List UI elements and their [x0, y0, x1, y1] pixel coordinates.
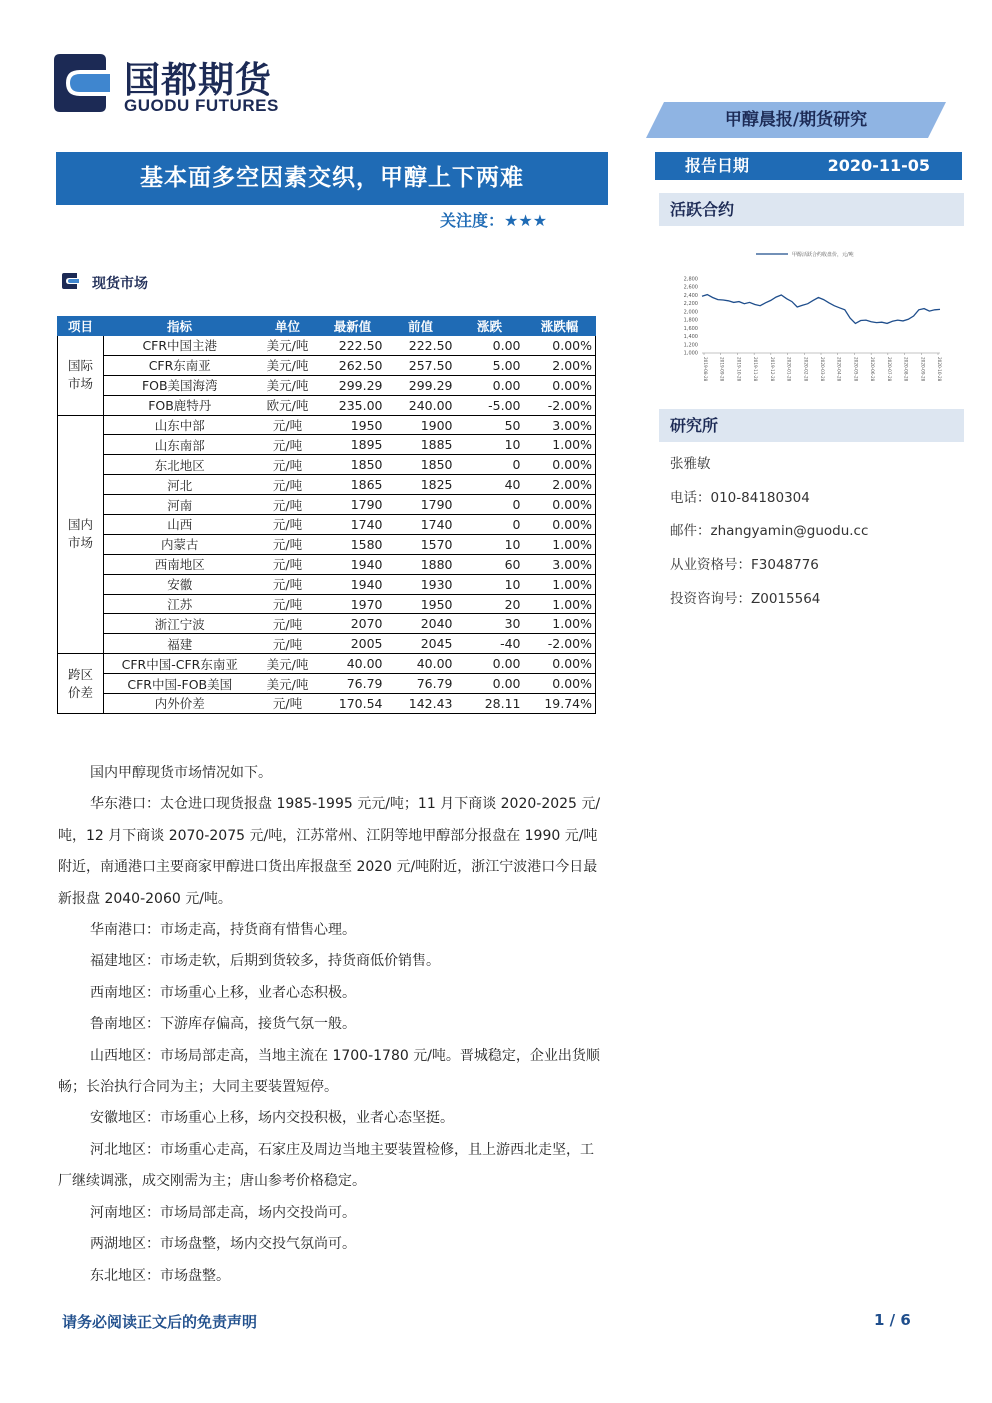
x-tick-label: 2019-12-28 [769, 357, 775, 382]
cell-indicator: 江苏 [104, 594, 256, 614]
cell-previous: 2040 [386, 614, 456, 634]
cell-unit: 元/吨 [256, 574, 320, 594]
cell-latest: 2005 [320, 634, 386, 654]
cell-unit: 元/吨 [256, 594, 320, 614]
table-row [58, 614, 596, 634]
cell-latest: 299.29 [320, 375, 386, 395]
cell-indicator: 河北 [104, 475, 256, 495]
cell-indicator: 河南 [104, 495, 256, 515]
cell-latest: 1740 [320, 515, 386, 535]
cell-unit: 欧元/吨 [256, 395, 320, 415]
commentary-paragraph: 东北地区：市场盘整。 [90, 1267, 230, 1284]
table-row [58, 574, 596, 594]
cell-unit: 美元/吨 [256, 375, 320, 395]
cell-previous: 1570 [386, 534, 456, 554]
cell-change: 20 [456, 594, 524, 614]
cell-previous: 1900 [386, 415, 456, 435]
cell-unit: 元/吨 [256, 614, 320, 634]
x-tick-label: 2020-08-28 [903, 357, 909, 382]
cell-unit: 元/吨 [256, 475, 320, 495]
cell-change-pct: 1.00% [524, 614, 596, 634]
x-tick-label: 2020-01-28 [786, 357, 792, 382]
x-tick-label: 2020-10-28 [937, 357, 942, 382]
cell-change: 0.00 [456, 674, 524, 694]
table-row [58, 694, 596, 714]
commentary-paragraph: 安徽地区：市场重心上移，场内交投积极，业者心态坚挺。 [90, 1110, 454, 1127]
y-tick-label: 2,200 [683, 301, 698, 308]
cell-change-pct: 3.00% [524, 415, 596, 435]
guodu-logo-icon [48, 52, 112, 114]
active-contract-chart [674, 243, 950, 398]
cell-change-pct: 0.00% [524, 495, 596, 515]
commentary-paragraph: 福建地区：市场走软，后期到货较多，持货商低价销售。 [90, 953, 440, 970]
company-logo [48, 48, 298, 118]
cell-change: 0 [456, 455, 524, 475]
cell-previous: 142.43 [386, 694, 456, 714]
table-row [58, 674, 596, 694]
table-row [58, 634, 596, 654]
cell-change-pct: 0.00% [524, 674, 596, 694]
cell-change: 0 [456, 495, 524, 515]
table-row [58, 594, 596, 614]
cell-indicator: FOB鹿特丹 [104, 395, 256, 415]
cell-previous: 1740 [386, 515, 456, 535]
cell-unit: 美元/吨 [256, 674, 320, 694]
cell-change: 28.11 [456, 694, 524, 714]
table-row [58, 375, 596, 395]
y-tick-label: 2,600 [683, 284, 698, 291]
cell-latest: 262.50 [320, 355, 386, 375]
cell-change: 10 [456, 574, 524, 594]
cell-latest: 222.50 [320, 336, 386, 356]
cell-change: 50 [456, 415, 524, 435]
footer-disclaimer[interactable]: 请务必阅读正文后的免责声明 [62, 1313, 258, 1331]
cell-change-pct: -2.00% [524, 634, 596, 654]
y-tick-label: 2,400 [683, 292, 698, 299]
cell-change: 5.00 [456, 355, 524, 375]
table-row [58, 534, 596, 554]
y-tick-label: 1,600 [683, 325, 698, 332]
commentary-paragraph: 鲁南地区：下游库存偏高，接货气氛一般。 [90, 1016, 356, 1033]
group-label: 国际市场 [58, 336, 104, 416]
report-date-value: 2020-11-05 [827, 156, 930, 175]
cell-previous: 1790 [386, 495, 456, 515]
col-header-change-pct: 涨跌幅 [524, 317, 596, 336]
cell-latest: 76.79 [320, 674, 386, 694]
cell-change: 0.00 [456, 654, 524, 674]
col-header-change: 涨跌 [456, 317, 524, 336]
active-contract-heading: 活跃合约 [659, 193, 964, 226]
cell-change: 0 [456, 515, 524, 535]
x-tick-label: 2020-04-28 [836, 357, 842, 382]
series-line [702, 295, 940, 324]
cell-change-pct: 1.00% [524, 574, 596, 594]
cell-indicator: CFR中国主港 [104, 336, 256, 356]
report-date-label: 报告日期 [685, 156, 750, 175]
y-tick-label: 1,200 [683, 342, 698, 349]
y-tick-label: 1,800 [683, 317, 698, 324]
cell-previous: 1930 [386, 574, 456, 594]
x-tick-label: 2020-02-28 [803, 357, 809, 382]
table-row [58, 455, 596, 475]
table-row [58, 395, 596, 415]
cell-indicator: 山西 [104, 515, 256, 535]
x-tick-label: 2020-07-28 [886, 357, 892, 382]
report-type-label: 甲醇晨报/期货研究 [724, 110, 868, 130]
x-tick-label: 2020-09-28 [920, 357, 926, 382]
cell-previous: 76.79 [386, 674, 456, 694]
cell-change-pct: 0.00% [524, 375, 596, 395]
cell-change-pct: 19.74% [524, 694, 596, 714]
cell-change: -5.00 [456, 395, 524, 415]
col-header-item: 项目 [58, 317, 104, 336]
focus-rating: 关注度：★★★ [440, 211, 548, 230]
analyst-name: 张雅敏 [670, 456, 711, 472]
cell-unit: 元/吨 [256, 634, 320, 654]
cell-indicator: 福建 [104, 634, 256, 654]
cell-change: 40 [456, 475, 524, 495]
cell-latest: 1940 [320, 554, 386, 574]
section-title: 现货市场 [92, 276, 148, 292]
cell-unit: 元/吨 [256, 534, 320, 554]
analyst-consult-number: 投资咨询号：Z0015564 [670, 591, 821, 607]
col-header-previous: 前值 [386, 317, 456, 336]
col-header-latest: 最新值 [320, 317, 386, 336]
table-row [58, 495, 596, 515]
table-header-row [58, 317, 596, 336]
cell-change-pct: -2.00% [524, 395, 596, 415]
cell-change: 10 [456, 435, 524, 455]
cell-indicator: CFR东南亚 [104, 355, 256, 375]
cell-change-pct: 2.00% [524, 475, 596, 495]
cell-latest: 2070 [320, 614, 386, 634]
col-header-indicator: 指标 [104, 317, 256, 336]
cell-latest: 170.54 [320, 694, 386, 714]
cell-unit: 元/吨 [256, 515, 320, 535]
report-date-bar [655, 152, 962, 180]
cell-previous: 40.00 [386, 654, 456, 674]
cell-indicator: 内外价差 [104, 694, 256, 714]
cell-indicator: CFR中国-FOB美国 [104, 674, 256, 694]
table-row [58, 554, 596, 574]
brand-name-en: GUODU FUTURES [124, 96, 279, 115]
brand-name-cn: 国都期货 [124, 60, 273, 101]
x-tick-label: 2019-10-28 [736, 357, 742, 382]
x-tick-label: 2019-11-28 [753, 357, 759, 382]
cell-indicator: 山东中部 [104, 415, 256, 435]
x-tick-label: 2019-09-28 [719, 357, 725, 382]
cell-indicator: 内蒙古 [104, 534, 256, 554]
report-title: 基本面多空因素交织，甲醇上下两难 [56, 152, 608, 204]
cell-previous: 1950 [386, 594, 456, 614]
y-tick-label: 2,800 [683, 276, 698, 283]
commentary-paragraph: 两湖地区：市场盘整，场内交投气氛尚可。 [90, 1236, 356, 1253]
cell-latest: 1850 [320, 455, 386, 475]
cell-change-pct: 2.00% [524, 355, 596, 375]
page-number: 1 / 6 [874, 1311, 911, 1329]
group-label: 国内市场 [58, 415, 104, 654]
table-row [58, 355, 596, 375]
research-heading: 研究所 [659, 409, 964, 442]
cell-indicator: 东北地区 [104, 455, 256, 475]
x-tick-label: 2020-05-28 [853, 357, 859, 382]
x-tick-label: 2020-06-28 [870, 357, 876, 382]
cell-previous: 257.50 [386, 355, 456, 375]
cell-previous: 1825 [386, 475, 456, 495]
commentary-paragraph: 华南港口：市场走高，持货商有惜售心理。 [90, 922, 356, 939]
title-underline [56, 203, 608, 205]
cell-unit: 元/吨 [256, 415, 320, 435]
cell-latest: 1895 [320, 435, 386, 455]
cell-change: 30 [456, 614, 524, 634]
cell-indicator: FOB美国海湾 [104, 375, 256, 395]
cell-unit: 元/吨 [256, 554, 320, 574]
cell-change-pct: 3.00% [524, 554, 596, 574]
table-row [58, 435, 596, 455]
cell-unit: 元/吨 [256, 435, 320, 455]
cell-previous: 299.29 [386, 375, 456, 395]
market-commentary [58, 758, 604, 1292]
cell-unit: 元/吨 [256, 495, 320, 515]
table-row [58, 415, 596, 435]
cell-change-pct: 0.00% [524, 336, 596, 356]
cell-latest: 1865 [320, 475, 386, 495]
y-tick-label: 1,000 [683, 350, 698, 357]
cell-change-pct: 0.00% [524, 515, 596, 535]
cell-indicator: 西南地区 [104, 554, 256, 574]
cell-previous: 2045 [386, 634, 456, 654]
cell-change: 0.00 [456, 336, 524, 356]
y-tick-label: 1,400 [683, 334, 698, 341]
commentary-paragraph: 国内甲醇现货市场情况如下。 [90, 765, 272, 781]
col-header-unit: 单位 [256, 317, 320, 336]
cell-latest: 1940 [320, 574, 386, 594]
commentary-paragraph: 河南地区：市场局部走高，场内交投尚可。 [90, 1204, 356, 1221]
cell-latest: 1790 [320, 495, 386, 515]
cell-change: -40 [456, 634, 524, 654]
analyst-license: 从业资格号：F3048776 [670, 557, 819, 573]
cell-previous: 240.00 [386, 395, 456, 415]
x-tick-label: 2020-03-28 [820, 357, 825, 382]
report-type-banner [646, 102, 946, 138]
cell-unit: 美元/吨 [256, 336, 320, 356]
group-label: 跨区价差 [58, 654, 104, 714]
cell-latest: 1580 [320, 534, 386, 554]
cell-previous: 1880 [386, 554, 456, 574]
commentary-paragraph: 西南地区：市场重心上移，业者心态积极。 [90, 984, 356, 1001]
cell-previous: 222.50 [386, 336, 456, 356]
cell-unit: 元/吨 [256, 455, 320, 475]
cell-latest: 1970 [320, 594, 386, 614]
cell-unit: 美元/吨 [256, 355, 320, 375]
cell-change: 60 [456, 554, 524, 574]
cell-indicator: CFR中国-CFR东南亚 [104, 654, 256, 674]
table-row [58, 515, 596, 535]
spot-market-table [57, 316, 596, 714]
commentary-paragraph: 河北地区：市场重心走高，石家庄及周边当地主要装置检修，且上游西北走坚，工厂继续调涨，成交刚需为主；唐山参考价格稳定。 [58, 1141, 594, 1190]
cell-previous: 1885 [386, 435, 456, 455]
commentary-paragraph: 山西地区：市场局部走高，当地主流在 1700-1780 元/吨。晋城稳定，企业出货顺畅；长治执行合同为主；大同主要装置短停。 [58, 1047, 600, 1096]
cell-latest: 1950 [320, 415, 386, 435]
cell-latest: 235.00 [320, 395, 386, 415]
section-bullet-icon [60, 272, 80, 290]
cell-indicator: 山东南部 [104, 435, 256, 455]
cell-previous: 1850 [386, 455, 456, 475]
cell-change: 0.00 [456, 375, 524, 395]
analyst-phone: 电话：010-84180304 [670, 490, 810, 506]
cell-change-pct: 1.00% [524, 534, 596, 554]
cell-indicator: 安徽 [104, 574, 256, 594]
cell-unit: 元/吨 [256, 694, 320, 714]
analyst-email[interactable]: 邮件：zhangyamin@guodu.cc [670, 523, 869, 539]
table-row [58, 475, 596, 495]
y-tick-label: 2,000 [683, 309, 698, 316]
cell-change-pct: 1.00% [524, 435, 596, 455]
legend-label: 甲醇活跃合约收盘价，元/吨 [792, 252, 854, 258]
cell-indicator: 浙江宁波 [104, 614, 256, 634]
table-row [58, 654, 596, 674]
commentary-paragraph: 华东港口：太仓进口现货报盘 1985-1995 元元/吨；11 月下商谈 2020-2025 元/吨，12 月下商谈 2070-2075 元/吨，江苏常州、江阴等地甲醇部分报盘在 1990 元/吨附近，南通港口主要商家甲醇进口货出库报盘至 2020 元/吨附近，浙江宁波港口今日最新报盘 2040-2060 元/吨。 [58, 796, 601, 907]
x-tick-label: 2019-08-28 [703, 357, 708, 382]
cell-change-pct: 0.00% [524, 455, 596, 475]
cell-unit: 美元/吨 [256, 654, 320, 674]
cell-change-pct: 0.00% [524, 654, 596, 674]
cell-change-pct: 1.00% [524, 594, 596, 614]
cell-latest: 40.00 [320, 654, 386, 674]
cell-change: 10 [456, 534, 524, 554]
table-row [58, 336, 596, 356]
